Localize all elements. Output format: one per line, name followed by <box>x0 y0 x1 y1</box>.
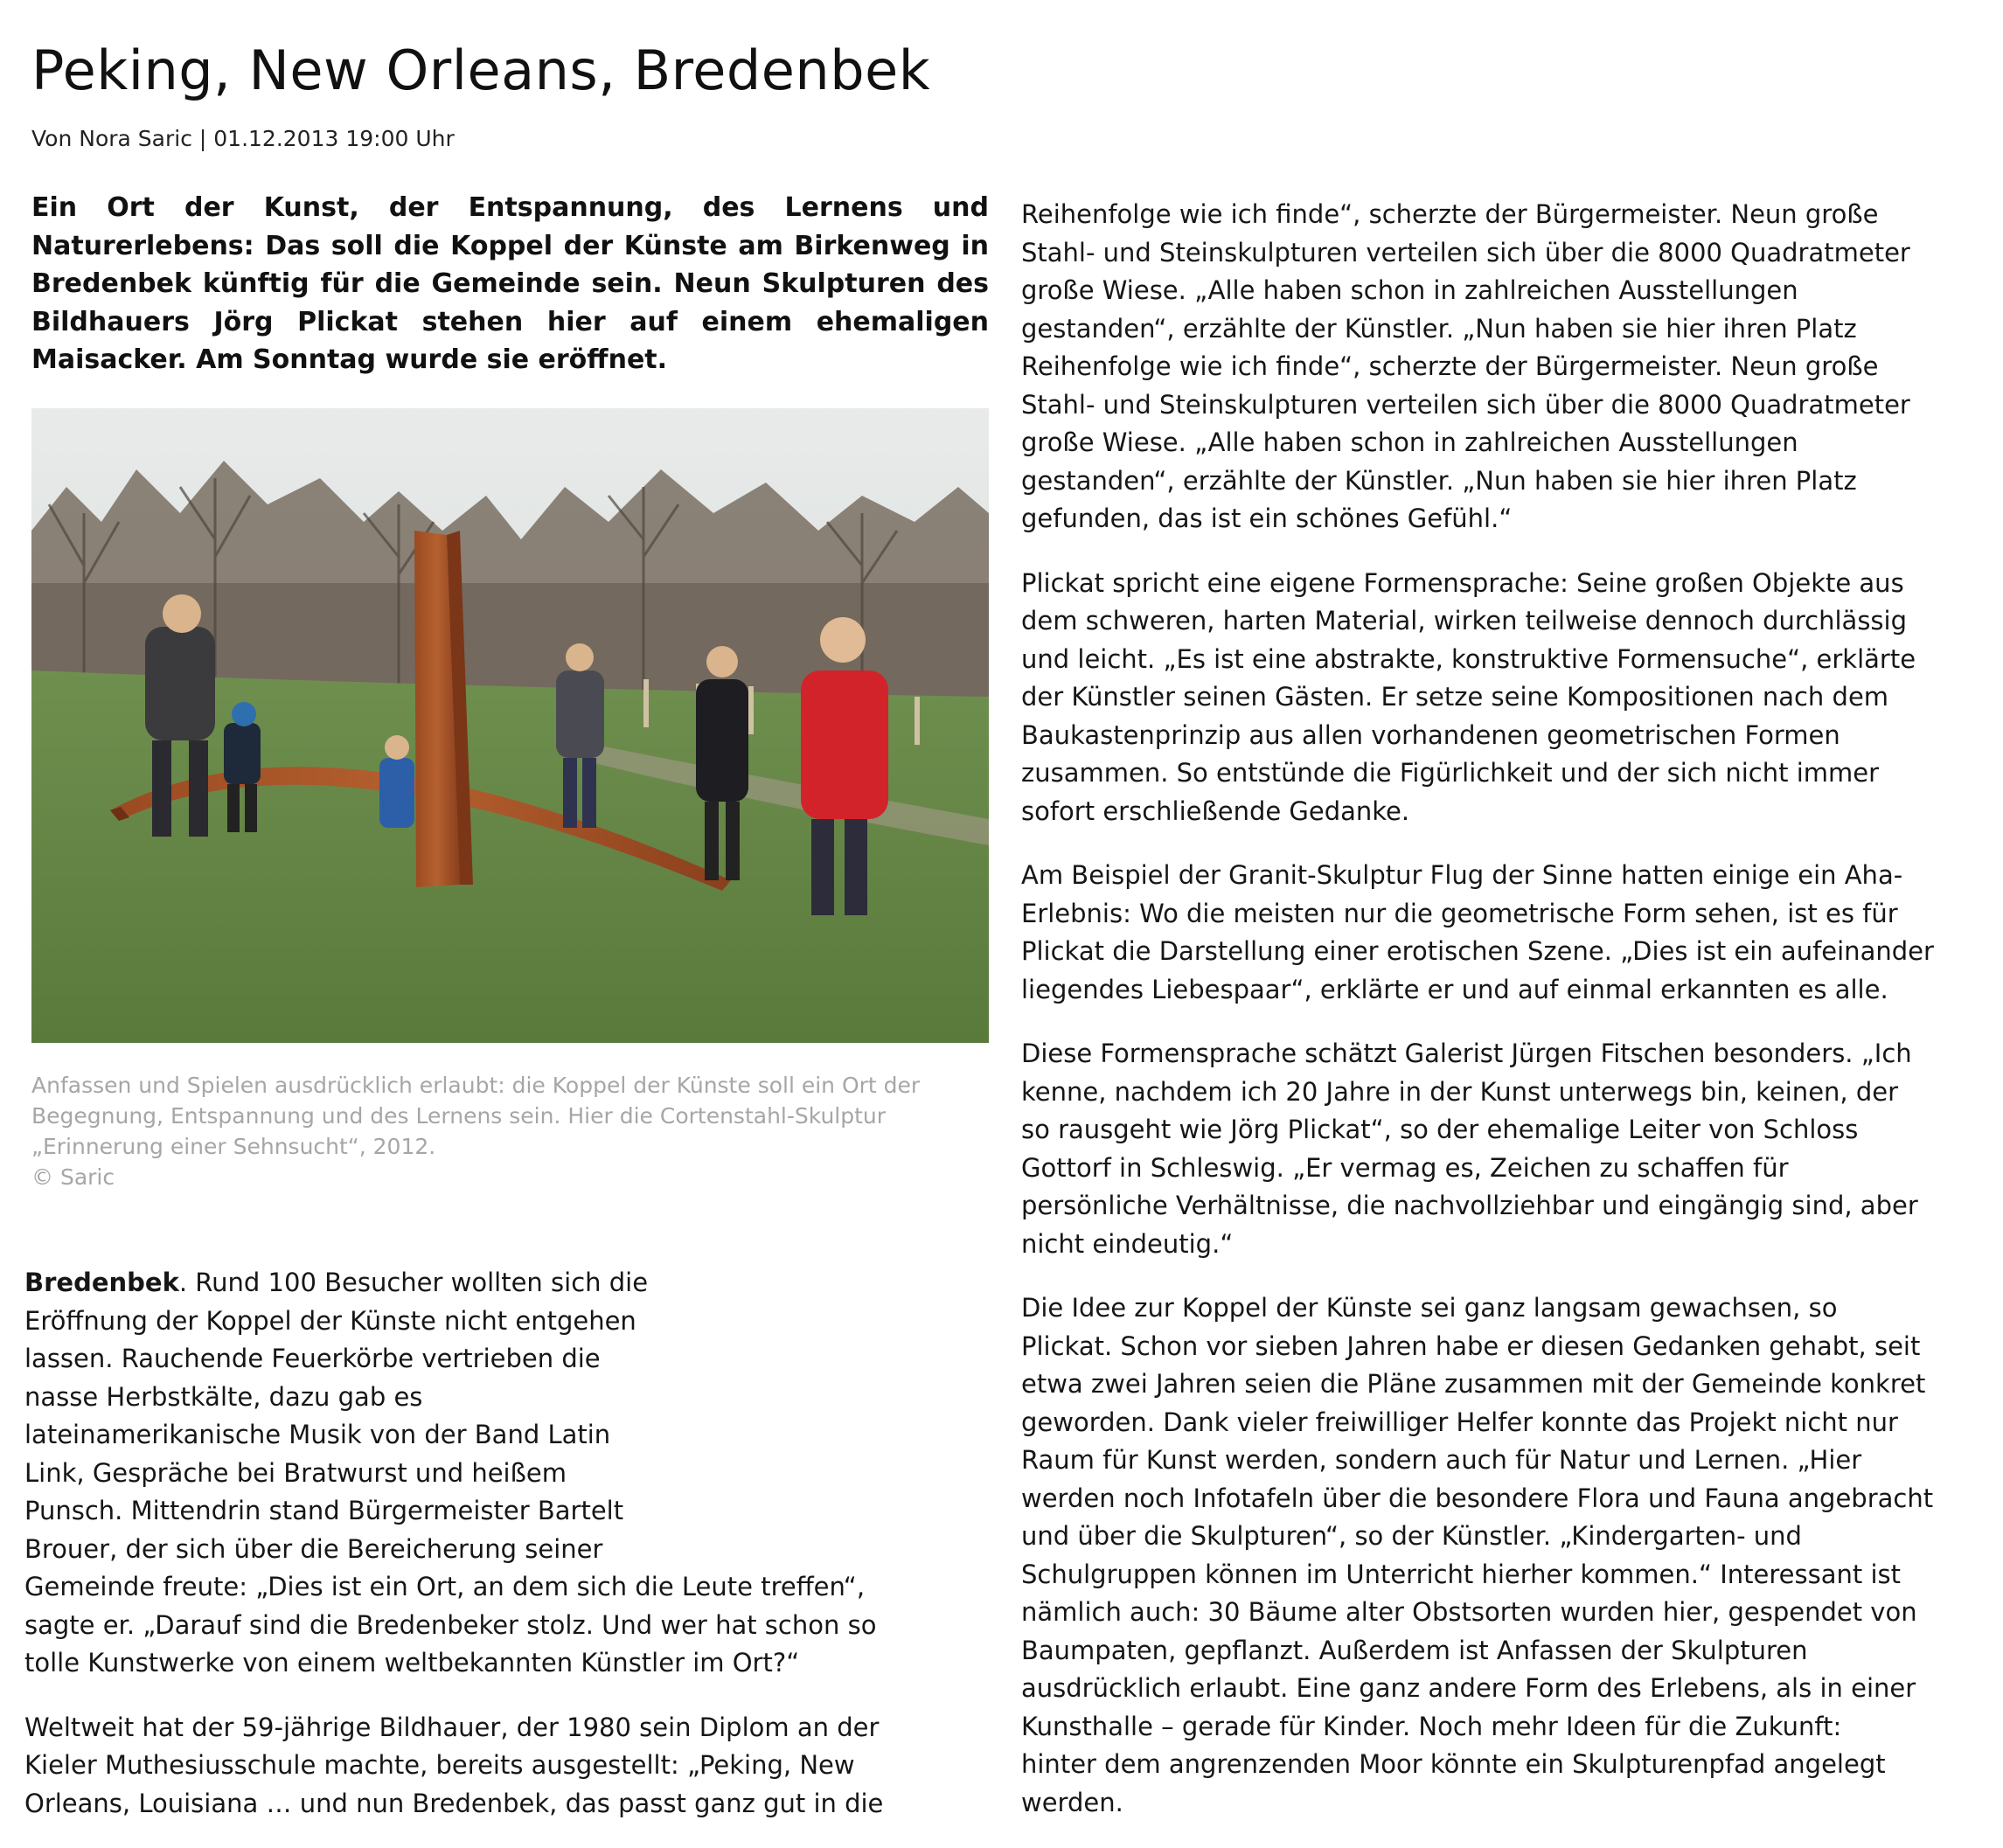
paragraph-2: Weltweit hat der 59-jährige Bildhauer, der 1980 sein Diplom an der Kieler Muthesiusschule machte, bereits ausgestellt: „Peking, New Orleans, Louisiana … und nun Bredenbek, das passt ganz gut in die <box>24 1712 884 1818</box>
right-paragraph-5: Die Idee zur Koppel der Künste sei ganz langsam gewachsen, so Plickat. Schon vor sieben Jahren habe er diesen Gedanken gehabt, seit etwa zwei Jahren seien die Pläne zusammen mit der Gemeinde konkret geworden. Dank vieler freiwilliger Helfer konnte das Projekt nicht nur Raum für Kunst werden, sondern auch für Natur und Lernen. „Hier werden noch Infotafeln über die besondere Flora und Fauna angebracht und über die Skulpturen“, so der Künstler. „Kindergarten- und Schulgruppen können im Unterricht hierher kommen.“ Interessant ist nämlich auch: 30 Bäume alter Obstsorten wurden hier, gespendet von Baumpaten, gepflanzt. Außerdem ist Anfassen der Skulpturen ausdrücklich erlaubt. Eine ganz andere Form des Erlebens, als in einer Kunsthalle – gerade für Kinder. Noch mehr Ideen für die Zukunft: hinter dem angrenzenden Moor könnte ein Skulpturenpfad angelegt werden. <box>1021 1293 1934 1817</box>
dateline: Bredenbek <box>24 1268 179 1297</box>
article-lead: Ein Ort der Kunst, der Entspannung, des Lernens und Naturerlebens: Das soll die Koppel der Künste am Birkenweg in Bredenbek künftig für die Gemeinde sein. Neun Skulpturen des Bildhauers Jörg Plickat stehen hier auf einem ehemaligen Maisacker. Am Sonntag wurde sie eröffnet. <box>31 192 989 375</box>
article-title: Peking, New Orleans, Bredenbek <box>31 38 931 102</box>
right-paragraph-2: Plickat spricht eine eigene Formensprache: Seine großen Objekte aus dem schweren, harten Material, wirken teilweise dennoch durchlässig und leicht. „Es ist eine abstrakte, konstruktive Formensuche“, erklärte der Künstler seinen Gästen. Er setze seine Kompositionen nach dem Baukastenprinzip aus allen vorhandenen geometrischen Formen zusammen. So entstünde die Figürlichkeit und der sich nicht immer sofort erschließende Gedanke. <box>1021 567 1916 826</box>
article-photo <box>31 408 989 1043</box>
caption-text: Anfassen und Spielen ausdrücklich erlaubt: die Koppel der Künste soll ein Ort der Begegnung, Entspannung und des Lernens sein. Hier die Cortenstahl-Skulptur „Erinnerung einer Sehnsucht“, 2012. <box>31 1073 921 1159</box>
right-paragraph-1: Reihenfolge wie ich finde“, scherzte der Bürgermeister. Neun große Stahl- und Steinskulpturen verteilen sich über die 8000 Quadratmeter große Wiese. „Alle haben schon in zahlreichen Ausstellungen gestanden“, erzählte der Künstler. „Nun haben sie hier ihren Platz Reihenfolge wie ich finde“, scherzte der Bürgermeister. Neun große Stahl- und Steinskulpturen verteilen sich über die 8000 Quadratmeter große Wiese. „Alle haben schon in zahlreichen Ausstellungen gestanden“, erzählte der Künstler. „Nun haben sie hier ihren Platz gefunden, das ist ein schönes Gefühl.“ <box>1021 199 1910 533</box>
photo-caption <box>31 1070 989 1192</box>
left-column <box>24 1264 986 1823</box>
right-paragraph-4: Diese Formensprache schätzt Galerist Jürgen Fitschen besonders. „Ich kenne, nachdem ich 20 Jahre in der Kunst unterwegs bin, keinen, der so rausgeht wie Jörg Plickat“, so der ehemalige Leiter von Schloss Gottorf in Schleswig. „Er vermag es, Zeichen zu schaffen für persönliche Verhältnisse, die nachvollziehbar und eingängig sind, aber nicht eindeutig.“ <box>1021 1039 1918 1259</box>
paragraph-1 <box>24 1264 986 1683</box>
right-column <box>1021 196 1983 1848</box>
article-byline: Von Nora Saric | 01.12.2013 19:00 Uhr <box>31 126 455 151</box>
paragraph-1-text: . Rund 100 Besucher wollten sich die Eröffnung der Koppel der Künste nicht entgehen lassen. Rauchende Feuerkörbe vertrieben die nasse Herbstkälte, dazu gab es lateinamerikanische Musik von der Band Latin Link, Gespräche bei Bratwurst und heißem Punsch. Mittendrin stand Bürgermeister Bartelt Brouer, der sich über die Bereicherung seiner Gemeinde freute: „Dies ist ein Ort, an dem sich die Leute treffen“, sagte er. „Darauf sind die Bredenbeker stolz. Und wer hat schon so tolle Kunstwerke von einem weltbekannten Künstler im Ort?“ <box>24 1268 877 1678</box>
right-paragraph-3: Am Beispiel der Granit-Skulptur Flug der Sinne hatten einige ein Aha- Erlebnis: Wo die meisten nur die geometrische Form sehen, ist es für Plickat die Darstellung einer erotischen Szene. „Dies ist ein aufeinander liegendes Liebespaar“, erklärte er und auf einmal erkannten es alle. <box>1021 860 1934 1004</box>
sculpture-scene-illustration <box>31 408 989 1043</box>
photo-credit: © Saric <box>31 1164 115 1190</box>
